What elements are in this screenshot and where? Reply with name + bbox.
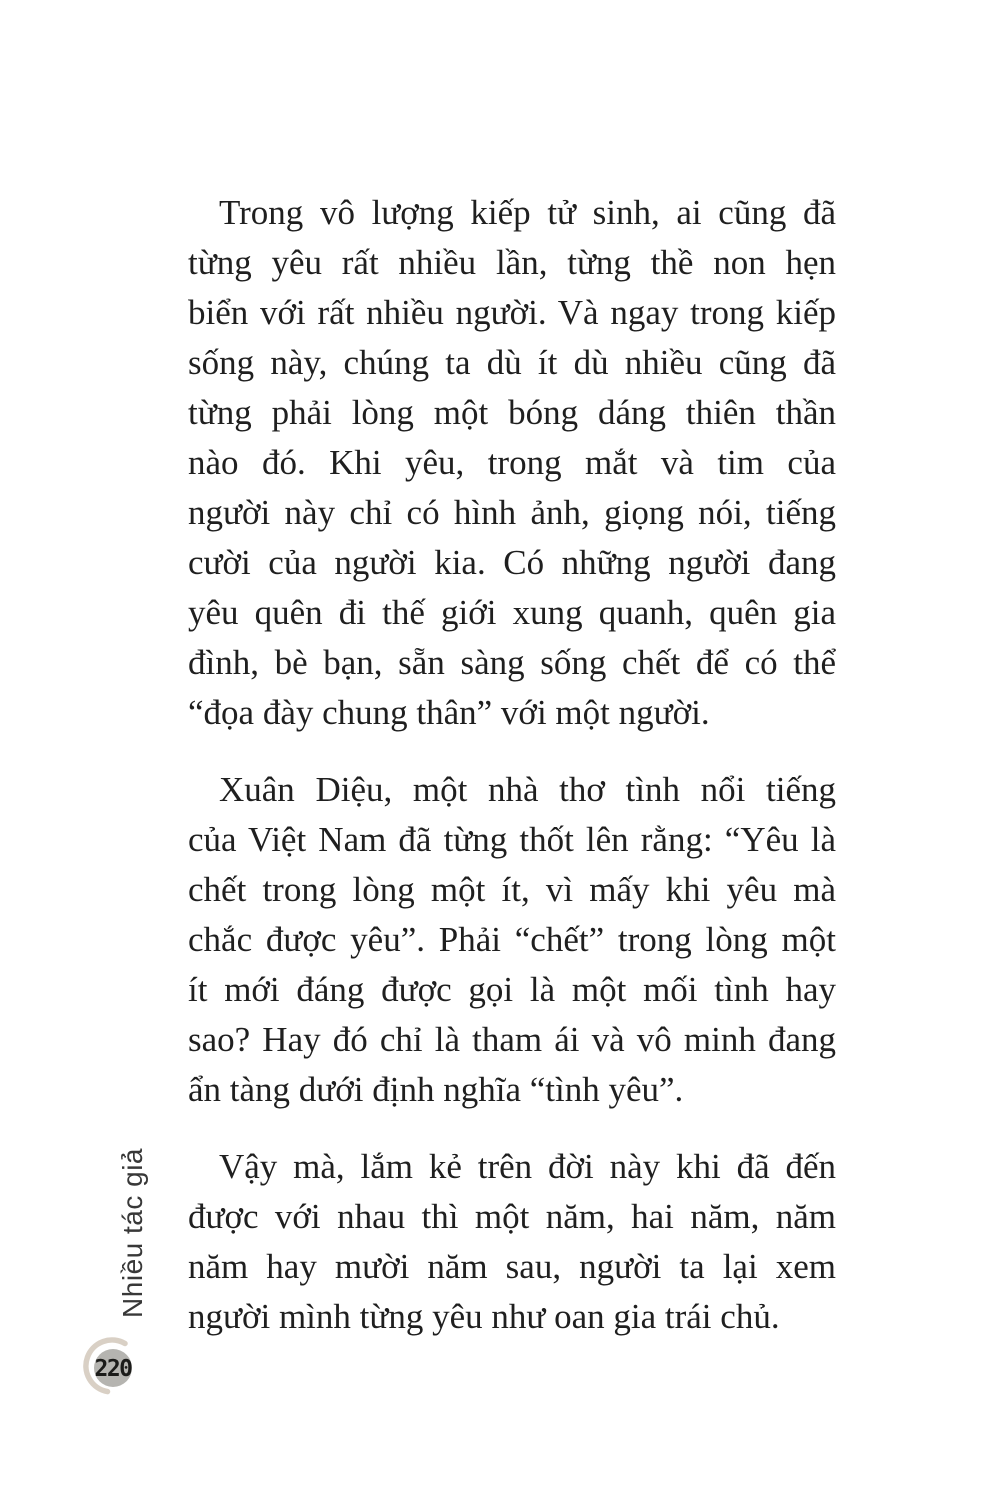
text-line: từng yêu rất nhiều lần, từng thề non hẹn bbox=[188, 243, 836, 282]
text-line: Vậy mà, lắm kẻ trên đời này khi đã đến bbox=[219, 1147, 836, 1186]
text-line: chắc được yêu”. Phải “chết” trong lòng một bbox=[188, 920, 836, 959]
paragraph bbox=[188, 765, 836, 1115]
text-line: “đọa đày chung thân” với một người. bbox=[188, 693, 710, 732]
text-line: sao? Hay đó chỉ là tham ái và vô minh đang bbox=[188, 1020, 836, 1059]
paragraph bbox=[188, 1142, 836, 1342]
text-line: người này chỉ có hình ảnh, giọng nói, tiếng bbox=[188, 493, 836, 532]
text-line: cười của người kia. Có những người đang bbox=[188, 543, 836, 582]
page-number-badge bbox=[70, 1325, 150, 1405]
text-line: ít mới đáng được gọi là một mối tình hay bbox=[188, 970, 836, 1009]
body-text bbox=[188, 188, 836, 1369]
text-line: sống này, chúng ta dù ít dù nhiều cũng đã bbox=[188, 343, 836, 382]
text-line: đình, bè bạn, sẵn sàng sống chết để có thể bbox=[188, 643, 836, 682]
text-line: từng phải lòng một bóng dáng thiên thần bbox=[188, 393, 836, 432]
author-vertical-label: Nhiều tác giả bbox=[117, 1148, 148, 1318]
text-line: biển với rất nhiều người. Và ngay trong kiếp bbox=[188, 293, 836, 332]
text-line: Xuân Diệu, một nhà thơ tình nổi tiếng bbox=[219, 770, 836, 809]
text-line: năm hay mười năm sau, người ta lại xem bbox=[188, 1247, 836, 1286]
text-line: người mình từng yêu như oan gia trái chủ. bbox=[188, 1297, 780, 1336]
text-line: chết trong lòng một ít, vì mấy khi yêu mà bbox=[188, 870, 836, 909]
text-line: ẩn tàng dưới định nghĩa “tình yêu”. bbox=[188, 1070, 684, 1109]
paragraph bbox=[188, 188, 836, 738]
text-line: nào đó. Khi yêu, trong mắt và tim của bbox=[188, 443, 836, 482]
page-number: 220 bbox=[94, 1356, 132, 1382]
text-line: Trong vô lượng kiếp tử sinh, ai cũng đã bbox=[219, 193, 836, 232]
text-line: yêu quên đi thế giới xung quanh, quên gia bbox=[188, 593, 836, 632]
text-line: được với nhau thì một năm, hai năm, năm bbox=[188, 1197, 836, 1236]
text-line: của Việt Nam đã từng thốt lên rằng: “Yêu là bbox=[188, 820, 836, 859]
